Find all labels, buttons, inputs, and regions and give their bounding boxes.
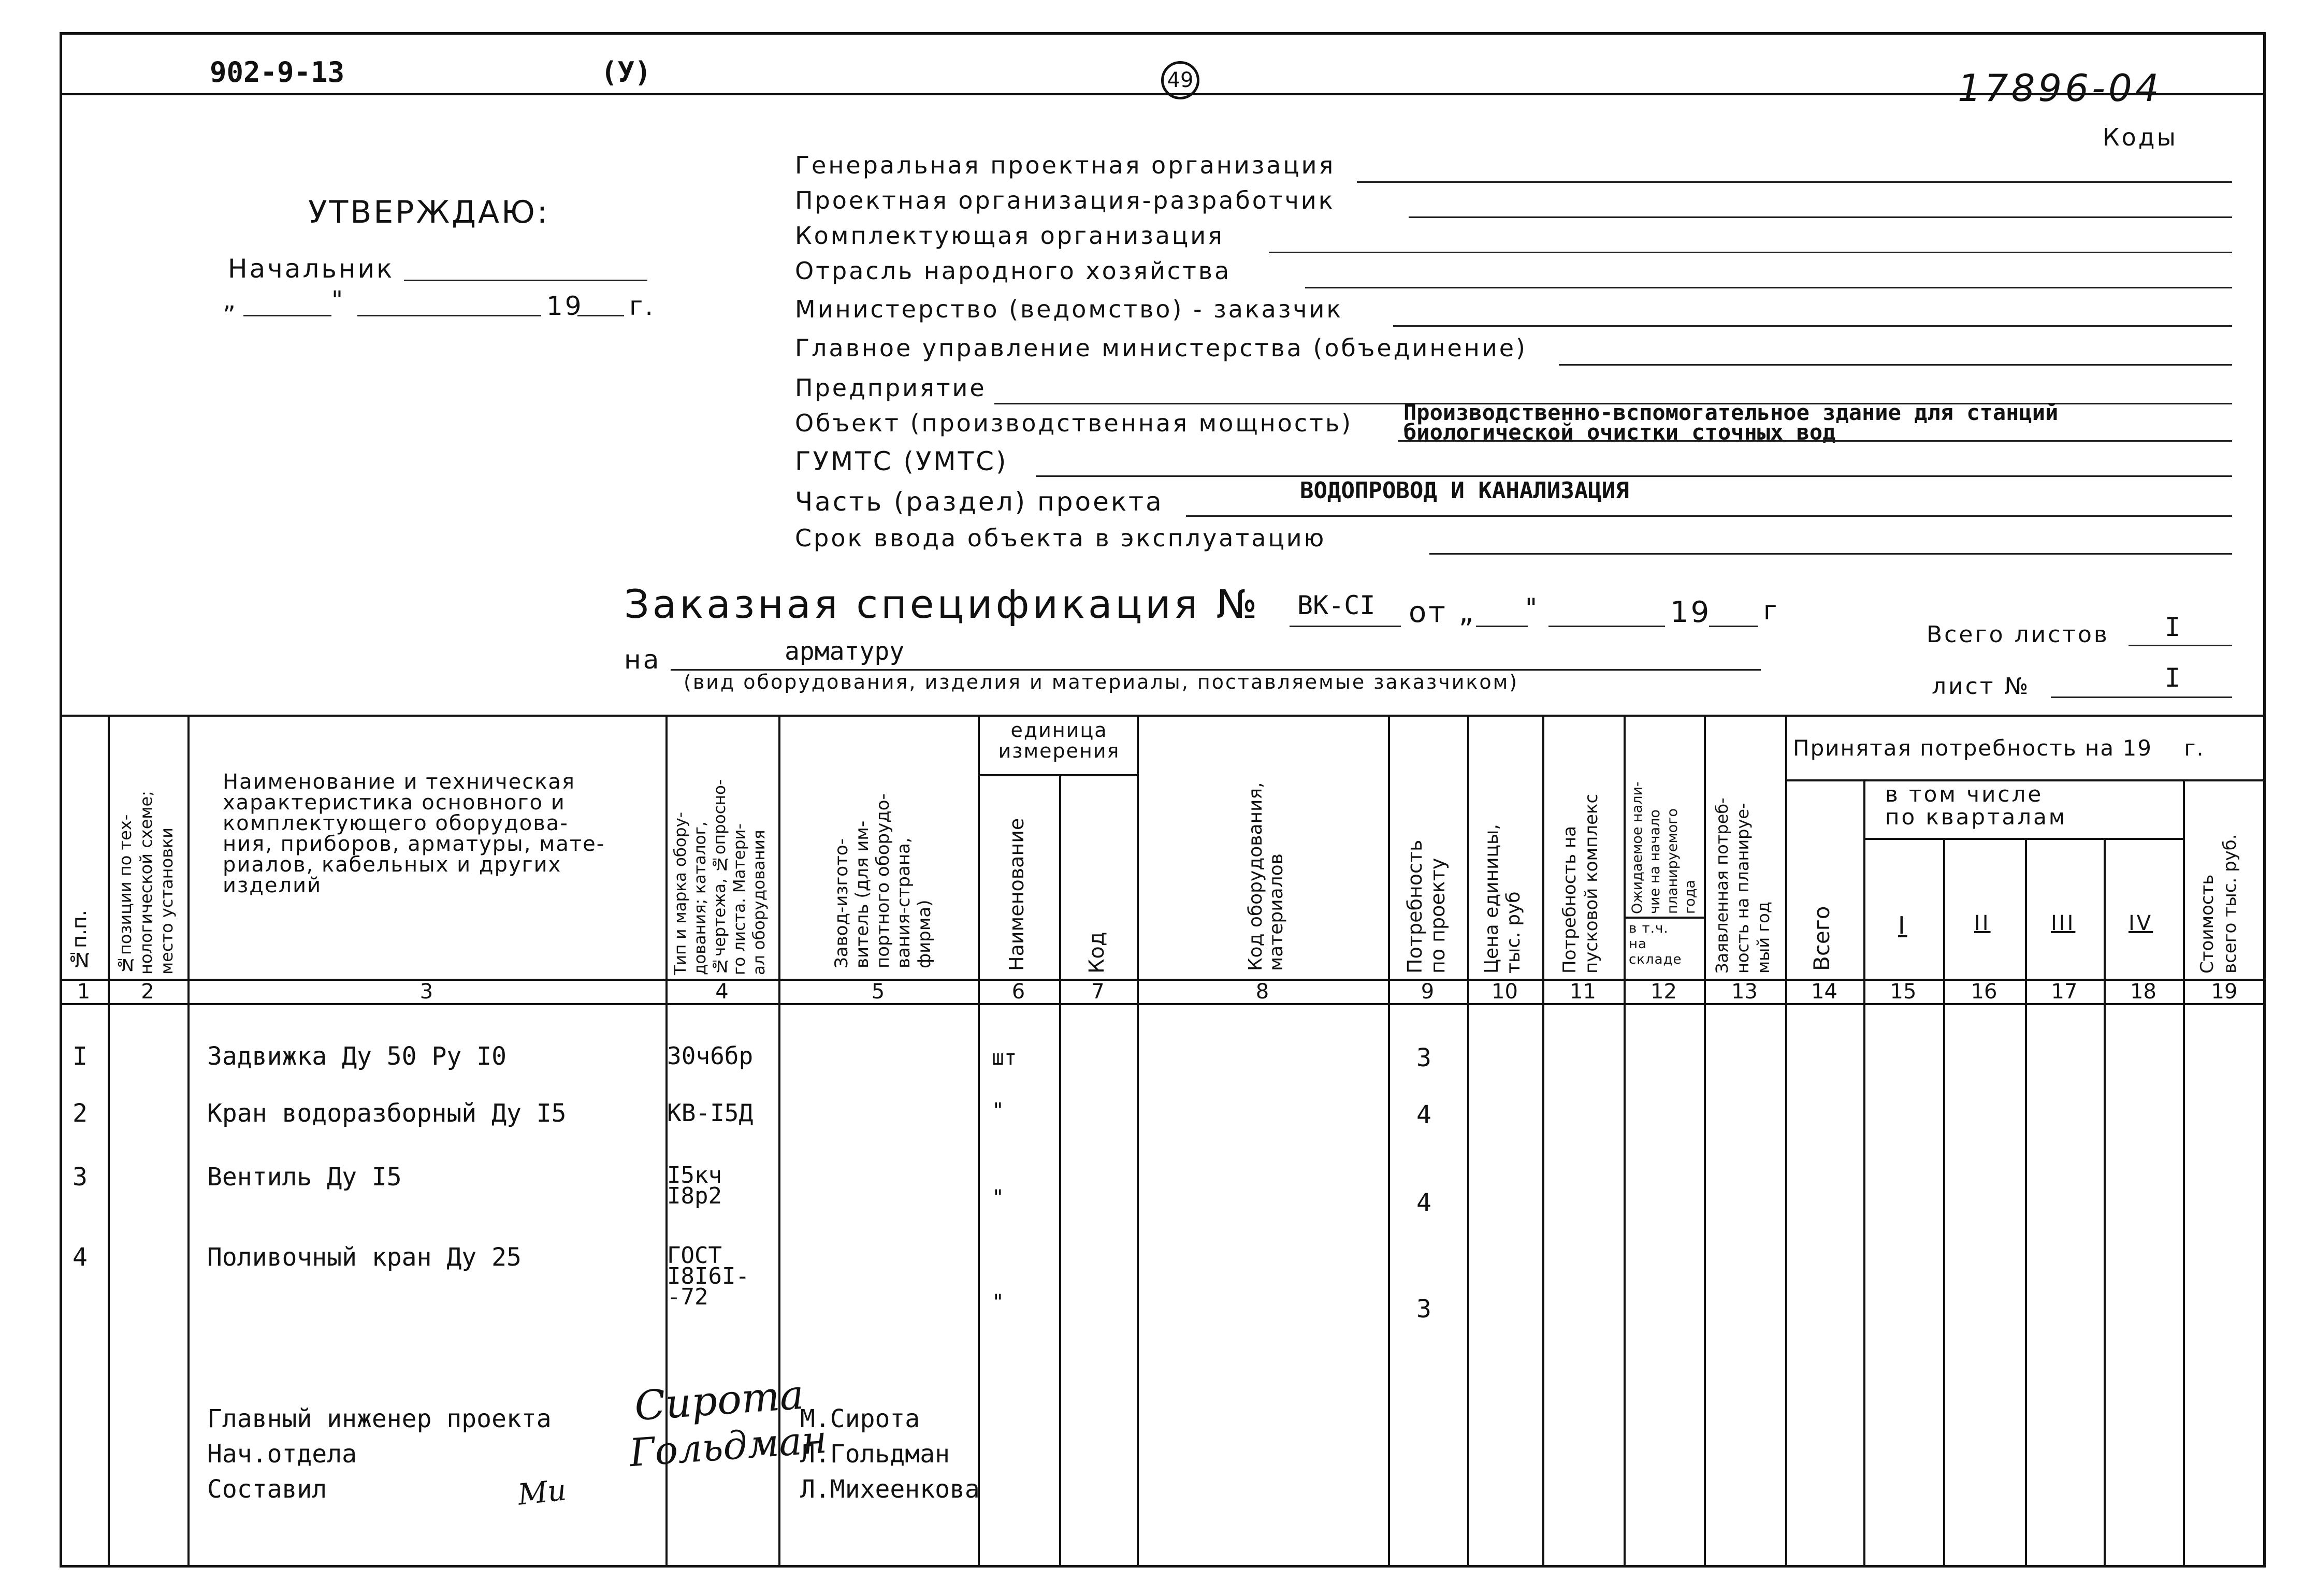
- col-number: 18: [2130, 980, 2156, 1004]
- col-header-11: Потребность на пусковой комплекс: [1559, 793, 1602, 974]
- signature-role: Главный инженер проекта: [207, 1404, 552, 1433]
- item-type: КВ-I5Д: [667, 1099, 754, 1127]
- col-line: [978, 715, 980, 1566]
- org-field-label: Генеральная проектная организация: [795, 151, 1336, 179]
- approve-date-quote: ": [331, 286, 345, 315]
- header-divider: [60, 93, 2266, 95]
- signature-name: Л.Гольдман: [800, 1440, 950, 1469]
- archive-number: 17896-04: [1958, 66, 2162, 110]
- col-header-8: Код оборудования, материалов: [1245, 782, 1287, 971]
- item-type-line2: I8р2: [667, 1183, 722, 1209]
- col-header-10: Цена единицы, тыс. руб: [1481, 824, 1524, 974]
- col-line: [2104, 838, 2106, 1566]
- col-line: [1059, 774, 1061, 1566]
- col-number: 13: [1731, 980, 1758, 1004]
- col-number: 10: [1492, 980, 1518, 1004]
- row-number: 2: [73, 1099, 88, 1128]
- codes-label: Коды: [2103, 123, 2178, 151]
- org-field-line: [1186, 515, 2232, 517]
- project-part-value: ВОДОПРОВОД И КАНАЛИЗАЦИЯ: [1300, 477, 1629, 504]
- col-header-17: III: [2051, 911, 2076, 935]
- col-number: 19: [2211, 980, 2238, 1004]
- item-qty: 3: [1416, 1043, 1431, 1072]
- org-field-label: Объект (производственная мощность): [795, 409, 1353, 437]
- org-field-label: ГУМТС (УМТС): [795, 446, 1008, 476]
- col-number: 8: [1255, 980, 1269, 1004]
- col-number: 9: [1421, 980, 1435, 1004]
- spec-number-line: [1290, 626, 1401, 627]
- signature-name: М.Сирота: [800, 1404, 920, 1433]
- doc-mark: (У): [601, 56, 651, 89]
- col-header-2: №позиции по тех- нологической схеме; место установки: [115, 790, 177, 975]
- approve-date-prefix: „: [223, 286, 238, 315]
- col-number: 15: [1890, 980, 1917, 1004]
- sheet-no-line: [2051, 697, 2232, 698]
- col-number: 1: [77, 980, 91, 1004]
- chief-line: [404, 280, 647, 281]
- item-name: Вентиль Ду I5: [207, 1163, 402, 1192]
- spec-na-caption: (вид оборудования, изделия и материалы, поставляемые заказчиком): [684, 671, 1519, 693]
- col-header-13: Заявленная потреб- ность на планируе- мый год: [1712, 797, 1773, 974]
- col-number: 4: [715, 980, 729, 1004]
- approve-day-line: [243, 315, 331, 316]
- col-header-6: Наименование: [1005, 818, 1028, 971]
- org-field-line: [1559, 364, 2232, 366]
- col-line: [1704, 715, 1706, 1566]
- approve-year-line: [577, 315, 624, 316]
- unit-group-header: единица измерения: [998, 719, 1120, 762]
- approve-month-line: [357, 315, 541, 316]
- stock-sub-divider: [1624, 917, 1704, 919]
- col-line: [2183, 779, 2185, 1566]
- col-header-9: Потребность по проекту: [1403, 839, 1449, 974]
- sheet-circle: [1161, 61, 1199, 99]
- quarter-group-header: в том числе по кварталам: [1885, 781, 2067, 830]
- col-header-16: II: [1974, 911, 1991, 935]
- row-number: 4: [73, 1243, 88, 1272]
- col-header-1: №п.п.: [68, 910, 91, 971]
- row-number: 3: [73, 1163, 88, 1192]
- spec-day-line: [1476, 626, 1528, 627]
- item-unit: шт: [992, 1046, 1017, 1070]
- org-field-label: Предприятие: [795, 374, 987, 402]
- spec-na-value: арматуру: [785, 637, 905, 666]
- col-line: [1388, 715, 1390, 1566]
- spec-number: ВК-CI: [1297, 590, 1376, 620]
- org-field-line: [1269, 252, 2232, 253]
- item-type: 30ч6бр: [667, 1042, 754, 1070]
- col-line: [1542, 715, 1544, 1566]
- col-header-7: Код: [1085, 932, 1109, 974]
- col-line: [1785, 715, 1787, 1566]
- org-field-label: Срок ввода объекта в эксплуатацию: [795, 524, 1326, 552]
- col-header-19: Стоимость всего тыс. руб.: [2197, 834, 2240, 974]
- col-number: 5: [871, 980, 885, 1004]
- col-header-3: Наименование и техническая характеристика основного и комплектующего оборудова- ния, приборов, арматуры, мате- риалов, кабельных и других изделий: [223, 770, 605, 897]
- org-field-label: Министерство (ведомство) - заказчик: [795, 295, 1343, 323]
- item-qty: 3: [1416, 1295, 1431, 1324]
- total-sheets-line: [2129, 645, 2232, 646]
- sheet-no-label: лист №: [1932, 673, 2031, 700]
- org-field-label: Отрасль народного хозяйства: [795, 257, 1232, 285]
- approve-year: 19: [546, 291, 584, 321]
- org-field-label: Проектная организация-разработчик: [795, 186, 1335, 214]
- object-value-line1: Производственно-вспомогательное здание для станций: [1403, 400, 2059, 425]
- table-top-border: [60, 715, 2266, 717]
- total-sheets-label: Всего листов: [1927, 621, 2109, 648]
- org-field-line: [1393, 325, 2232, 327]
- doc-number: 902-9-13: [210, 56, 345, 89]
- total-sheets-value: I: [2165, 612, 2181, 642]
- signature-role: Составил: [207, 1475, 327, 1504]
- spec-from-quote: ": [1525, 593, 1539, 623]
- item-qty: 4: [1416, 1100, 1431, 1129]
- col-header-4: Тип и марка обору- дования; каталог, №чертежа, №опросно- го листа. Матери- ал оборудования: [671, 779, 769, 975]
- col-line: [1624, 715, 1626, 1566]
- col-header-14: Всего: [1809, 906, 1834, 971]
- item-type-line2: I8I6I-: [667, 1263, 749, 1289]
- signature-scribble-chief: Сирота: [633, 1371, 806, 1430]
- spec-year: 19: [1670, 596, 1712, 629]
- signature-scribble-author: Ми: [516, 1473, 568, 1512]
- item-name: Кран водоразборный Ду I5: [207, 1099, 567, 1128]
- unit-group-divider: [978, 774, 1137, 776]
- org-field-line: [1429, 553, 2232, 555]
- col-header-15: I: [1898, 911, 1907, 939]
- item-qty: 4: [1416, 1188, 1431, 1217]
- col-line: [2025, 838, 2027, 1566]
- col-line: [1943, 838, 1945, 1566]
- item-type-line3: -72: [667, 1284, 708, 1310]
- row-number: I: [73, 1042, 88, 1071]
- quarter-group-divider: [1863, 838, 2183, 840]
- col-line: [1137, 715, 1139, 1566]
- org-field-label: Комплектующая организация: [795, 222, 1224, 250]
- spec-title: Заказная спецификация №: [624, 581, 1261, 627]
- org-field-line: [1398, 440, 2232, 442]
- signature-role: Нач.отдела: [207, 1440, 357, 1469]
- org-field-line: [1409, 216, 2232, 218]
- object-value-line2: биологической очистки сточных вод: [1403, 419, 1836, 445]
- col-line: [1467, 715, 1469, 1566]
- org-field-line: [1305, 287, 2232, 288]
- item-unit: ": [992, 1186, 1005, 1210]
- col-number: 17: [2051, 980, 2078, 1004]
- org-field-label: Главное управление министерства (объединение): [795, 334, 1528, 362]
- spec-month-line: [1548, 626, 1665, 627]
- org-field-label: Часть (раздел) проекта: [795, 487, 1164, 517]
- item-name: Задвижка Ду 50 Ру I0: [207, 1042, 506, 1071]
- signature-name: Л.Михеенкова: [800, 1475, 980, 1504]
- col-line: [1863, 779, 1865, 1566]
- col-line: [187, 715, 190, 1566]
- approve-title: УТВЕРЖДАЮ:: [308, 194, 550, 230]
- col-number: 7: [1091, 980, 1105, 1004]
- approve-year-suffix: г.: [629, 291, 656, 321]
- col-number: 3: [419, 980, 433, 1004]
- col-number: 6: [1011, 980, 1025, 1004]
- col-number: 14: [1811, 980, 1837, 1004]
- col-number: 12: [1651, 980, 1677, 1004]
- spec-year-suffix: г: [1763, 596, 1779, 626]
- spec-na-label: на: [624, 645, 661, 675]
- col-number: 16: [1971, 980, 1997, 1004]
- item-type: ГОСТ: [667, 1242, 722, 1269]
- item-unit: ": [992, 1290, 1005, 1314]
- col-header-12a: Ожидаемое нали- чие на начало планируемого года: [1629, 781, 1698, 914]
- col-header-18: IV: [2129, 911, 2153, 935]
- chief-label: Начальник: [228, 254, 395, 284]
- sheet-no-value: I: [2165, 663, 2181, 693]
- col-number: 11: [1570, 980, 1596, 1004]
- item-unit: ": [992, 1099, 1005, 1123]
- col-line: [108, 715, 110, 1566]
- spec-year-line: [1709, 626, 1758, 627]
- need-group-header: Принятая потребность на 19 г.: [1793, 735, 2205, 761]
- spec-from-label: от „: [1409, 596, 1476, 629]
- item-name: Поливочный кран Ду 25: [207, 1243, 522, 1272]
- item-type: I5кч: [667, 1162, 722, 1188]
- sheet-circle-number: 49: [1167, 68, 1194, 92]
- org-field-line: [1036, 475, 2232, 477]
- org-field-line: [1357, 181, 2232, 183]
- col-number: 2: [141, 980, 154, 1004]
- col-header-5: Завод-изгото- витель (для им- портного оборудо- вания-страна, фирма): [831, 793, 935, 968]
- signature-scribble-dept: Гольдман: [628, 1417, 829, 1476]
- col-header-12b: в т.ч. на складе: [1629, 921, 1682, 967]
